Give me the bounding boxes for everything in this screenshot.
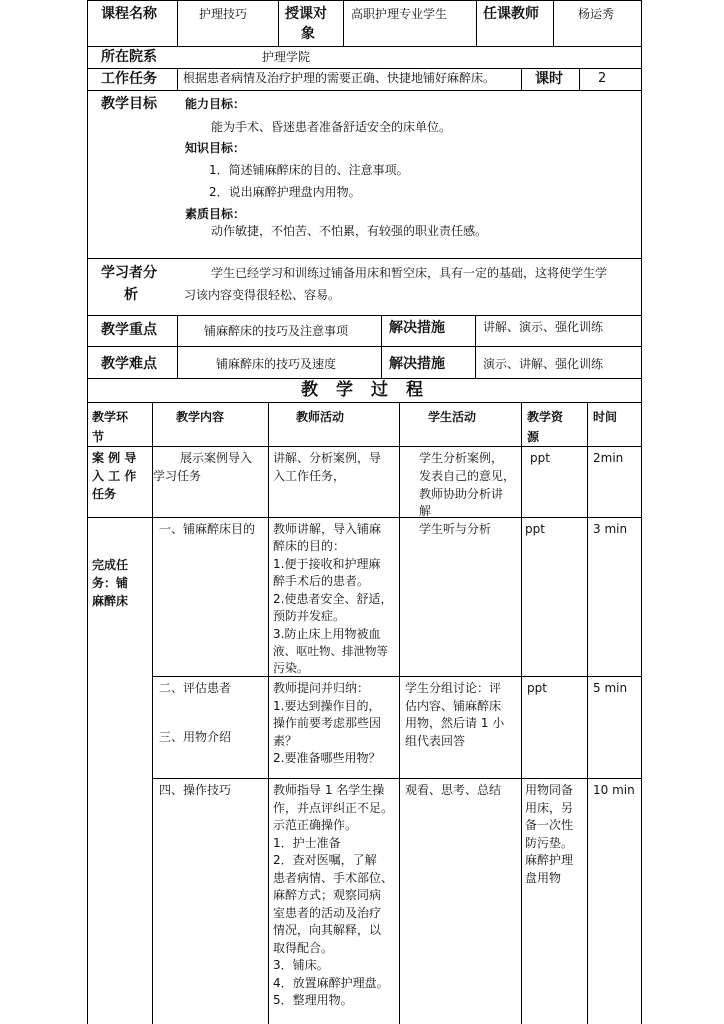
teacher-cell: 3.防止床上用物被血 xyxy=(273,627,381,641)
col-student: 学生活动 xyxy=(428,410,477,424)
col-time: 时间 xyxy=(593,410,618,424)
rule xyxy=(87,315,641,316)
col-resource-cont: 源 xyxy=(527,430,540,444)
teacher-cell: 示范正确操作。 xyxy=(273,818,358,832)
resource-cell: ppt xyxy=(527,681,547,695)
audience-label: 授课对 xyxy=(285,6,327,22)
resource-cell: ppt xyxy=(530,451,550,465)
content-cell: 一、铺麻醉床目的 xyxy=(159,522,256,536)
college: 护理学院 xyxy=(262,50,311,64)
col-teacher: 教师活动 xyxy=(296,410,345,424)
teacher-cell: 污染。 xyxy=(273,661,310,675)
content-cell: 展示案例导入 xyxy=(180,451,253,465)
rule xyxy=(579,68,580,90)
stage-cell: 完成任 xyxy=(92,558,129,572)
rule xyxy=(87,378,641,379)
quality-title: 素质目标： xyxy=(185,207,246,221)
task-text: 根据患者病情及治疗护理的需要正确、快捷地铺好麻醉床。 xyxy=(183,71,496,85)
rule xyxy=(521,402,522,1024)
rule xyxy=(475,315,476,378)
teacher-name: 杨运秀 xyxy=(578,7,615,21)
resource-cell: 麻醉护理 xyxy=(525,853,574,867)
rule xyxy=(177,68,178,90)
teacher-cell: 入工作任务， xyxy=(273,469,346,483)
difficulty-measure: 演示、讲解、强化训练 xyxy=(483,357,604,371)
col-content: 教学内容 xyxy=(176,410,225,424)
knowledge-item: 2．说出麻醉护理盘内用物。 xyxy=(209,185,361,199)
difficulty-text: 铺麻醉床的技巧及速度 xyxy=(216,357,337,371)
goals-label: 教学目标 xyxy=(101,96,157,112)
teacher-cell: 患者病情、手术部位、 xyxy=(273,871,394,885)
teacher-cell: 醉手术后的患者。 xyxy=(273,574,370,588)
process-title: 教学过程 xyxy=(301,380,441,400)
audience-label-cont: 象 xyxy=(301,26,315,42)
teacher-cell: 预防并发症。 xyxy=(273,609,346,623)
key-point-measure: 讲解、演示、强化训练 xyxy=(483,320,604,334)
rule xyxy=(278,0,279,46)
content-cell: 学习任务 xyxy=(153,469,202,483)
time-cell: 5 min xyxy=(593,681,628,695)
rule xyxy=(87,517,641,518)
resource-cell: 防污垫。 xyxy=(525,836,574,850)
stage-cell: 入 工 作 xyxy=(92,469,137,483)
rule xyxy=(587,402,588,1024)
teacher-cell: 4．放置麻醉护理盘。 xyxy=(273,976,389,990)
student-cell: 学生听与分析 xyxy=(419,522,492,536)
stage-cell: 麻醉床 xyxy=(92,594,129,608)
rule xyxy=(87,346,641,347)
course-name: 护理技巧 xyxy=(199,7,248,21)
hours: 2 xyxy=(598,71,607,86)
resource-cell: ppt xyxy=(525,522,545,536)
teacher-cell: 1．护士准备 xyxy=(273,836,341,850)
ability-text: 能为手术、昏迷患者准备舒适安全的床单位。 xyxy=(211,120,452,134)
rule xyxy=(641,0,642,1024)
student-cell: 观看、思考、总结 xyxy=(405,783,502,797)
knowledge-item: 1．简述铺麻醉床的目的、注意事项。 xyxy=(209,163,409,177)
college-label: 所在院系 xyxy=(101,49,157,65)
learner-label-cont: 析 xyxy=(124,287,138,303)
key-point-text: 铺麻醉床的技巧及注意事项 xyxy=(204,324,349,338)
time-cell: 3 min xyxy=(593,522,628,536)
learner-label: 学习者分 xyxy=(101,265,157,281)
time-cell: 10 min xyxy=(593,783,635,797)
rule xyxy=(553,0,554,46)
teacher-cell: 作，并点评纠正不足。 xyxy=(273,801,394,815)
hours-label: 课时 xyxy=(535,71,563,87)
teacher-cell: 室患者的活动及治疗 xyxy=(273,906,382,920)
stage-cell: 任务 xyxy=(92,487,117,501)
stage-cell: 案 例 导 xyxy=(92,451,137,465)
rule xyxy=(399,402,400,1024)
teacher-cell: 1.要达到操作目的， xyxy=(273,699,381,713)
rule xyxy=(87,0,88,1024)
course-name-label: 课程名称 xyxy=(101,6,157,22)
audience: 高职护理专业学生 xyxy=(351,7,448,21)
teacher-cell: 液、呕吐物、排泄物等 xyxy=(273,644,388,658)
rule xyxy=(87,402,641,403)
content-cell: 三、用物介绍 xyxy=(159,730,232,744)
rule xyxy=(152,778,641,779)
teacher-label: 任课教师 xyxy=(483,6,539,22)
teacher-cell: 2．查对医嘱，了解 xyxy=(273,853,377,867)
rule xyxy=(381,315,382,378)
resource-cell: 用物同备 xyxy=(525,783,574,797)
col-stage: 教学环 xyxy=(92,410,129,424)
student-cell: 教师协助分析讲 xyxy=(419,487,504,501)
rule xyxy=(152,676,641,677)
teacher-cell: 1.便于接收和护理麻 xyxy=(273,557,381,571)
student-cell: 组代表回答 xyxy=(405,734,466,748)
rule xyxy=(177,0,178,46)
teacher-cell: 操作前要考虑那些因 xyxy=(273,716,382,730)
student-cell: 用物，然后请 1 小 xyxy=(405,716,505,730)
learner-text-cont: 习该内容变得很轻松、容易。 xyxy=(184,288,341,302)
resource-cell: 备一次性 xyxy=(525,818,574,832)
rule xyxy=(476,0,477,46)
student-cell: 估内容、铺麻醉床 xyxy=(405,699,502,713)
learner-text: 学生已经学习和训练过铺备用床和暂空床，具有一定的基础，这将使学生学 xyxy=(211,266,608,280)
rule xyxy=(87,0,641,1)
difficulty-label: 教学难点 xyxy=(101,356,157,372)
rule xyxy=(177,315,178,378)
quality-text: 动作敏捷，不怕苦、不怕累，有较强的职业责任感。 xyxy=(211,224,488,238)
rule xyxy=(268,402,269,1024)
rule xyxy=(87,46,641,47)
teacher-cell: 教师指导 1 名学生操 xyxy=(273,783,385,797)
resource-cell: 盘用物 xyxy=(525,871,562,885)
teacher-cell: 素？ xyxy=(273,734,298,748)
col-stage-cont: 节 xyxy=(92,430,105,444)
teacher-cell: 醉床的目的： xyxy=(273,539,346,553)
stage-cell: 务：铺 xyxy=(92,576,129,590)
teacher-cell: 教师讲解，导入铺麻 xyxy=(273,522,382,536)
teacher-cell: 教师提问并归纳： xyxy=(273,681,370,695)
col-resource: 教学资 xyxy=(527,410,564,424)
student-cell: 学生分析案例， xyxy=(419,451,504,465)
rule xyxy=(343,0,344,46)
teacher-cell: 情况，向其解释，以 xyxy=(273,923,382,937)
key-point-label: 教学重点 xyxy=(101,322,157,338)
time-cell: 2min xyxy=(593,451,624,465)
teacher-cell: 3．铺床。 xyxy=(273,958,329,972)
rule xyxy=(521,68,522,90)
rule xyxy=(87,446,641,447)
teacher-cell: 讲解、分析案例，导 xyxy=(273,451,382,465)
teacher-cell: 取得配合。 xyxy=(273,941,334,955)
task-label: 工作任务 xyxy=(101,71,157,87)
ability-title: 能力目标： xyxy=(185,97,246,111)
difficulty-measure-label: 解决措施 xyxy=(389,356,445,372)
rule xyxy=(87,258,641,259)
resource-cell: 用床，另 xyxy=(525,801,574,815)
teacher-cell: 2.要准备哪些用物？ xyxy=(273,751,381,765)
teacher-cell: 麻醉方式；观察同病 xyxy=(273,888,382,902)
knowledge-title: 知识目标： xyxy=(185,141,246,155)
teacher-cell: 2.使患者安全、舒适， xyxy=(273,592,393,606)
student-cell: 解 xyxy=(419,504,432,518)
teacher-cell: 5．整理用物。 xyxy=(273,993,353,1007)
content-cell: 四、操作技巧 xyxy=(159,783,232,797)
student-cell: 发表自己的意见， xyxy=(419,469,516,483)
rule xyxy=(87,90,641,91)
key-point-measure-label: 解决措施 xyxy=(389,320,445,336)
content-cell: 二、评估患者 xyxy=(159,681,232,695)
rule xyxy=(152,402,153,1024)
student-cell: 学生分组讨论：评 xyxy=(405,681,502,695)
